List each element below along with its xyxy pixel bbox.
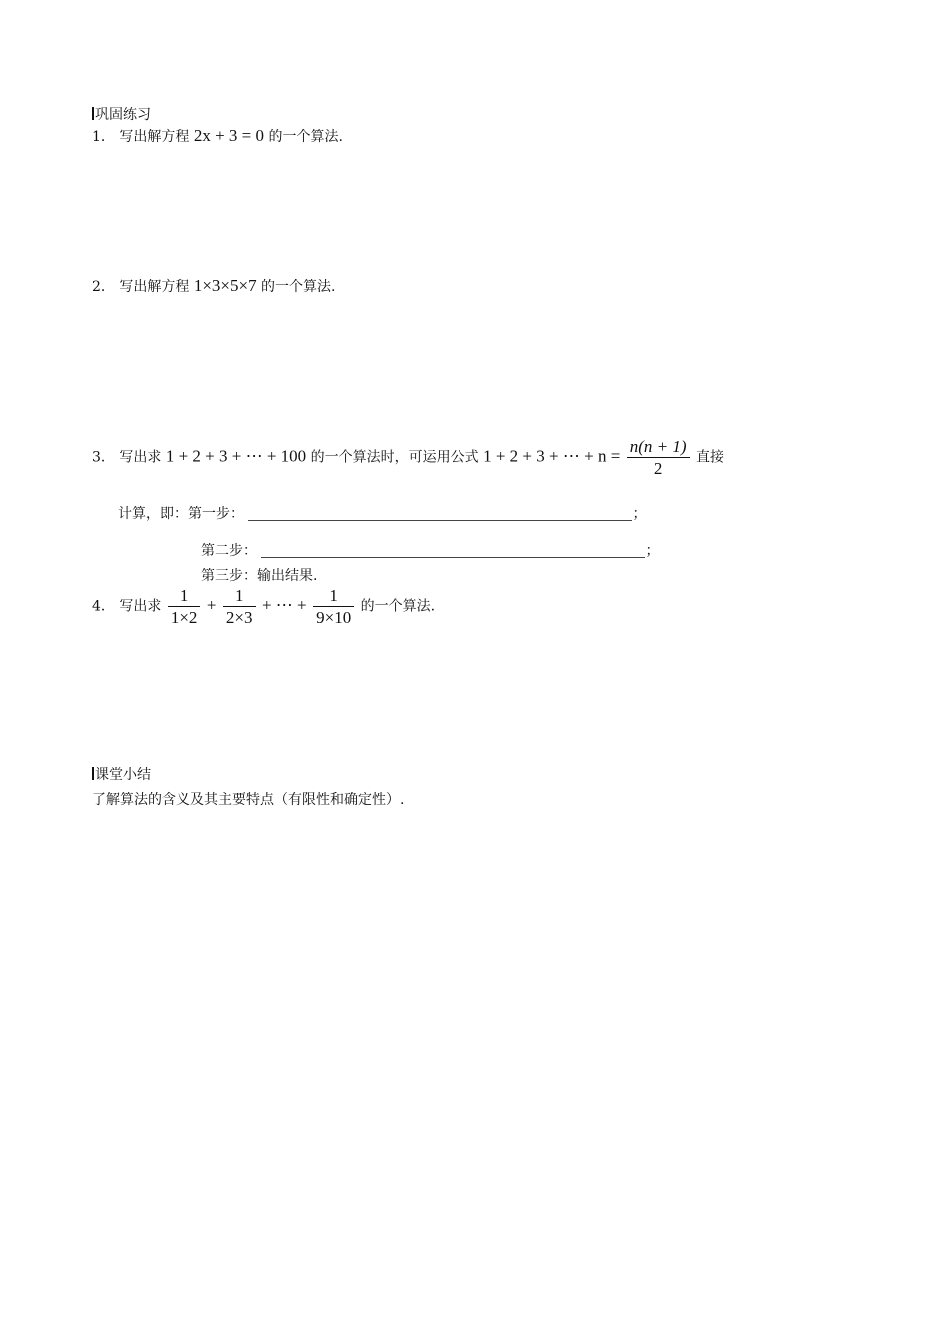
problem-number: 4． xyxy=(92,598,115,615)
formula-lhs: 1 + 2 + 3 + ⋯ + n = xyxy=(483,446,621,466)
fraction-2 xyxy=(223,585,256,628)
summary-text xyxy=(92,789,404,809)
step-intro: 计算，即： xyxy=(118,506,188,522)
problem-number: 3． xyxy=(92,449,115,466)
fraction-numerator: 1 xyxy=(179,586,189,605)
step-2-label: 第二步： xyxy=(201,543,257,559)
fraction-denominator: 2×3 xyxy=(225,608,253,627)
heading-marker xyxy=(92,767,94,780)
problem-suffix: 的一个算法. xyxy=(261,279,336,295)
summary-title-text: 课堂小结 xyxy=(95,767,151,783)
problem-3-step-3 xyxy=(201,565,317,585)
summary-section-title xyxy=(92,764,151,784)
problem-suffix: 的一个算法. xyxy=(360,598,436,615)
fraction-denominator: 1×2 xyxy=(170,608,198,627)
problem-number: 2． xyxy=(92,279,115,295)
fraction-numerator: 1 xyxy=(234,586,244,605)
problem-3 xyxy=(92,436,724,479)
problem-middle: 的一个算法时，可运用公式 xyxy=(310,449,479,466)
fraction-denominator: 2 xyxy=(653,459,663,478)
semicolon: ； xyxy=(632,506,647,522)
practice-section-title xyxy=(92,104,151,124)
problem-number: 1． xyxy=(92,129,115,145)
heading-marker xyxy=(92,107,94,120)
step-3-text: 输出结果. xyxy=(257,568,318,584)
step-1-label: 第一步： xyxy=(188,506,244,522)
problem-2 xyxy=(92,276,336,296)
fraction-numerator: n(n + 1) xyxy=(629,437,687,456)
problem-3-step-1 xyxy=(118,503,646,523)
fraction-numerator: 1 xyxy=(329,586,338,605)
problem-prefix: 写出求 xyxy=(119,598,162,615)
formula-fraction xyxy=(627,436,690,479)
step-1-answer-blank[interactable] xyxy=(248,506,632,521)
semicolon: ； xyxy=(645,543,660,559)
step-2-answer-blank[interactable] xyxy=(261,543,645,558)
problem-3-step-2 xyxy=(201,540,659,560)
problem-suffix: 的一个算法. xyxy=(268,129,343,145)
equation: 1×3×5×7 xyxy=(193,276,257,295)
problem-prefix: 写出解方程 xyxy=(119,129,190,145)
problem-1 xyxy=(92,126,343,146)
equation: 2x + 3 = 0 xyxy=(193,126,265,145)
fraction-3 xyxy=(313,585,354,628)
fraction-1 xyxy=(168,585,201,628)
practice-title-text: 巩固练习 xyxy=(95,107,151,123)
summary-body: 了解算法的含义及其主要特点（有限性和确定性）. xyxy=(92,792,405,808)
fraction-denominator: 9×10 xyxy=(316,608,352,627)
problem-4 xyxy=(92,585,435,628)
problem-prefix: 写出求 xyxy=(119,449,162,466)
ellipsis: + ⋯ + xyxy=(261,595,307,615)
plus-sign: + xyxy=(206,595,217,615)
problem-suffix: 直接 xyxy=(695,449,724,466)
sum-expression: 1 + 2 + 3 + ⋯ + 100 xyxy=(165,446,307,466)
step-3-label: 第三步： xyxy=(201,568,257,584)
problem-prefix: 写出解方程 xyxy=(119,279,190,295)
